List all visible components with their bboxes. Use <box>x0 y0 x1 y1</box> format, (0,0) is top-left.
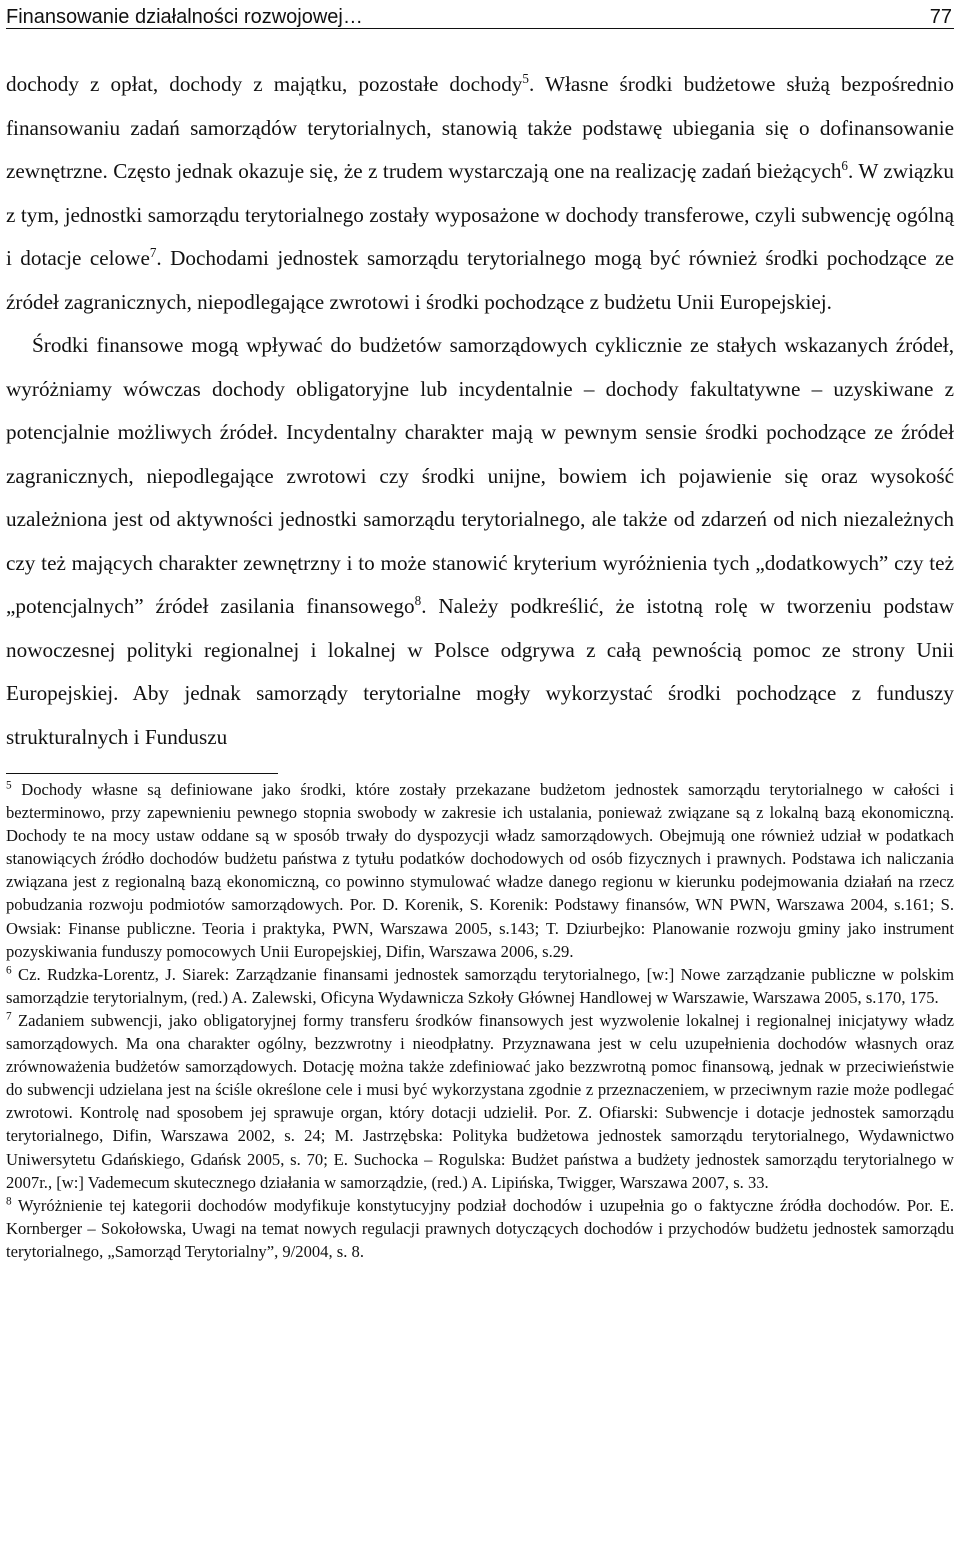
footnote-text: Dochody własne są definiowane jako środki, które zostały przekazane budżetom jednostek samorządu terytorialnego w całości i bezterminowo, przy zapewnieniu pewnego stopnia swobody w zakresie ich ustalania, ponieważ związane są z lokalną bazą ekonomiczną. Dochody te na mocy ustaw oddane są w sposób trwały do dyspozycji władz samorządowych. Obejmują one również udział w podatkach stanowiących źródło dochodów budżetu państwa z tytułu podatków dochodowych od osób fizycznych i prawnych. Podstawa ich naliczania związana jest z regionalną bazą ekonomiczną, co powinno stymulować władze danego regionu w kierunku podejmowania działań na rzecz pobudzania rozwoju podmiotów samorządowych. Por. D. Korenik, S. Korenik: Podstawy finansów, WN PWN, Warszawa 2004, s.161; S. Owsiak: Finanse publiczne. Teoria i praktyka, PWN, Warszawa 2005, s.143; T. Dziurbejko: Planowanie rozwoju gminy jako instrument pozyskiwania funduszy pomocowych Unii Europejskiej, Difin, Warszawa 2006, s.29. <box>6 780 954 961</box>
paragraph-1-part-a: dochody z opłat, dochody z majątku, pozostałe dochody <box>6 72 523 96</box>
paragraph-1 <box>6 63 954 324</box>
footnote-5 <box>6 778 954 963</box>
paragraph-1-part-b: . Własne środki budżetowe służą bezpośrednio finansowaniu zadań samorządów terytorialnych, stanowią także podstawę ubiegania się o dofinansowanie zewnętrzne. Często jednak okazuje się, że z trudem wystarczają one na realizację zadań bieżących <box>6 72 954 183</box>
paragraph-1-part-c: . W związku z tym, jednostki samorządu terytorialnego zostały wyposażone w dochody transferowe, czyli subwencję ogólną i dotacje celowe <box>6 159 954 270</box>
page-number: 77 <box>929 6 952 28</box>
footnote-separator <box>6 773 278 774</box>
footnote-text: Cz. Rudzka-Lorentz, J. Siarek: Zarządzanie finansami jednostek samorządu terytorialnego, [w:] Nowe zarządzanie publiczne w polskim samorządzie terytorialnym, (red.) A. Zalewski, Oficyna Wydawnicza Szkoły Głównej Handlowej w Warszawie, Warszawa 2005, s.170, 175. <box>6 964 954 1007</box>
paragraph-2 <box>6 324 954 759</box>
paragraph-2-part-b: . Należy podkreślić, że istotną rolę w tworzeniu podstaw nowoczesnej polityki regionalnej i lokalnej w Polsce odgrywa z całą pewnością pomoc ze strony Unii Europejskiej. Aby jednak samorządy terytorialne mogły wykorzystać środki pochodzące z funduszy strukturalnych i Funduszu <box>6 594 954 749</box>
footnote-text: Wyróżnienie tej kategorii dochodów modyfikuje konstytucyjny podział dochodów i uzupełnia go o faktyczne źródła dochodów. Por. E. Kornberger – Sokołowska, Uwagi na temat nowych regulacji prawnych dotyczących dochodów i przychodów budżetu jednostek samorządu terytorialnego, „Samorząd Terytorialny”, 9/2004, s. 8. <box>6 1195 954 1261</box>
footnote-number: 8 <box>6 1195 12 1208</box>
footnote-ref-6[interactable]: 6 <box>841 157 848 173</box>
running-header <box>6 0 954 29</box>
footnotes <box>6 778 954 1263</box>
body-text <box>6 63 954 759</box>
footnote-ref-8[interactable]: 8 <box>414 592 422 608</box>
footnote-number: 6 <box>6 964 12 977</box>
footnote-ref-5[interactable]: 5 <box>522 70 529 86</box>
footnote-6 <box>6 963 954 1009</box>
footnote-number: 7 <box>6 1010 12 1023</box>
paragraph-1-part-d: . Dochodami jednostek samorządu terytorialnego mogą być również środki pochodzące ze źródeł zagranicznych, niepodlegające zwrotowi i środki pochodzące z budżetu Unii Europejskiej. <box>6 246 954 314</box>
footnote-number: 5 <box>6 779 12 792</box>
footnote-ref-7[interactable]: 7 <box>149 244 157 260</box>
footnote-text: Zadaniem subwencji, jako obligatoryjnej formy transferu środków finansowych jest wyzwolenie lokalnej i regionalnej inicjatywy władz samorządowych. Ma ona charakter ogólny, bezzwrotny i nieodpłatny. Przyznawana jest w celu uzupełnienia dochodów własnych oraz zrównoważenia budżetów samorządowych. Dotację można także zdefiniować jako bezzwrotną pomoc finansową, jednak w przeciwieństwie do subwencji udzielana jest na ściśle określone cele i musi być wykorzystana zgodnie z przeznaczeniem, w przeciwnym razie może podlegać zwrotowi. Kontrolę nad sposobem jej sprawuje organ, który dotacji udzielił. Por. Z. Ofiarski: Subwencje i dotacje jednostek samorządu terytorialnego, Difin, Warszawa 2002, s. 24; M. Jastrzębska: Polityka budżetowa jednostek samorządu terytorialnego, Wydawnictwo Uniwersytetu Gdańskiego, Gdańsk 2005, s. 70; E. Suchocka – Rogulska: Budżet państwa a budżety jednostek samorządu terytorialnego w 2007r., [w:] Vademecum skutecznego działania w samorządzie, (red.) A. Lipińska, Twigger, Warszawa 2007, s. 33. <box>6 1010 954 1192</box>
header-title: Finansowanie działalności rozwojowej… <box>6 6 363 28</box>
footnote-8 <box>6 1194 954 1263</box>
footnote-7 <box>6 1009 954 1194</box>
paragraph-2-part-a: Środki finansowe mogą wpływać do budżetów samorządowych cyklicznie ze stałych wskazanych źródeł, wyróżniamy wówczas dochody obligatoryjne lub incydentalnie – dochody fakultatywne – uzyskiwane z potencjalnie możliwych źródeł. Incydentalny charakter mają w pewnym sensie środki pochodzące ze źródeł zagranicznych, niepodlegające zwrotowi czy środki unijne, bowiem ich pojawienie się oraz wysokość uzależniona jest od aktywności jednostki samorządu terytorialnego, ale także od zdarzeń od nich niezależnych czy też mających charakter zewnętrzny i to może stanowić kryterium wyróżnienia tych „dodatkowych” czy też „potencjalnych” źródeł zasilania finansowego <box>6 333 954 618</box>
